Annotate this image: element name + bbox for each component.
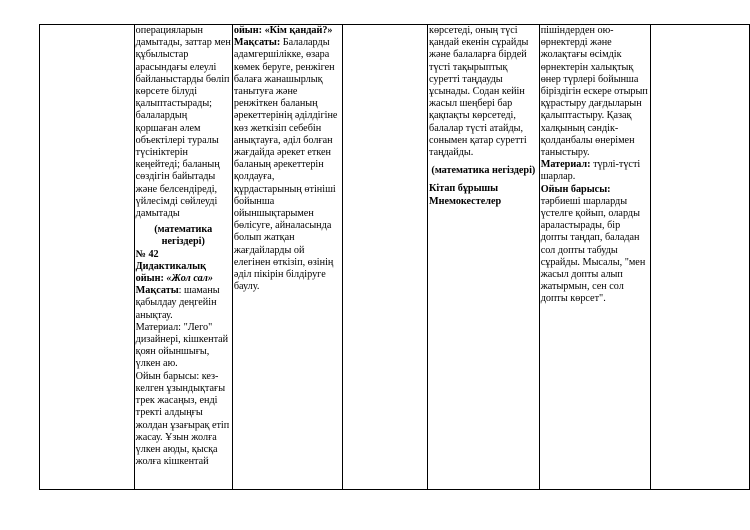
col1-game-heading — [136, 261, 231, 285]
col4-text: көрсетеді, оның түсі қандай екенін сұрайды және балаларға бірдей түсті тақырыптық суретті таңдауды ұсынады. Содан кейін жасыл шеңбері бар қақпақты көрсетеді, балалар түсті атайды, сонымен қатар суретті таңдайды. — [429, 25, 529, 159]
col5-procedure-label: Ойын барысы: — [540, 183, 611, 195]
col1-goal-text: : шаманы қабылдау деңгейін анықтау. — [135, 285, 220, 321]
col4-section: (математика негіздері) — [431, 165, 536, 177]
col4-book-corner: Кітап бұрышы — [429, 183, 499, 195]
col1-number: № 42 — [135, 248, 159, 260]
col5-procedure-text: тәрбиеші шарларды үстелге қойып, оларды араластырады, бір допты таңдап, баладан сол допты табуды сұрайды. Мысалы, "мен жасыл допты алып жатырмын, сен сол допты көрсет". — [540, 195, 646, 305]
table-row — [40, 25, 750, 490]
col5-text: пішіндерден ою-өрнектерді және жолақтағы өсімдік өрнектерін халықтық өнер түрлері бойынша біріздігін ескере отырып құрастыру дағдыларын қалыптастыру. Қазақ халқының сәндік-қолданбалы өнерімен таныстыру. — [540, 25, 648, 159]
table-cell-empty-3 — [342, 25, 427, 490]
col5-procedure — [541, 184, 649, 306]
table-cell-col4 — [428, 25, 540, 490]
table-cell-col5 — [539, 25, 650, 490]
col2-game-prefix: ойын: — [233, 25, 265, 36]
col1-procedure: Ойын барысы: кез-келген ұзындықтағы трек жасаңыз, енді тректі алдыңғы жолдан ұзағырақ етіп жасау. Ұзын жолға үлкен аюды, қысқа жолға кішкентай — [135, 370, 230, 468]
col2-game-title: «Кім қандай?» — [264, 25, 333, 36]
table-cell-col1 — [134, 25, 232, 490]
col1-goal — [136, 285, 231, 322]
col5-material — [541, 159, 649, 183]
table-cell-empty-1 — [40, 25, 135, 490]
col1-intro: операцияларын дамытады, заттар мен құбылыстар арасындағы елеулі байланыстарды бөліп көрсете білуді қалыптастырады; балалардың қоршаған әлем объектілері туралы түсініктерін кеңейтеді; баланың сөздігін байытады және белсендіреді, үйлесімді сөйлеуді дамытады — [135, 25, 231, 220]
col1-game-title: «Жол сал» — [166, 273, 213, 285]
col2-goal-text: Балаларды адамгершілікке, өзара көмек беруге, ренжіген балаға жанашырлық танытуға және ренжіткен баланың әрекеттерінің әділдігіне көз жеткізіп себебін анықтауға, әділ болған жағдайда әрекет еткен баланың әрекеттерін қолдауға, құрдастарының өтініші бойынша ойыншықтарымен бөлісуге, айналасында болып жатқан жағдайларды ой елегінен өткізіп, өзінің әділ пікірін білдіруге баулу. — [233, 37, 338, 293]
schedule-table — [39, 24, 750, 490]
col5-material-label: Материал: — [540, 159, 591, 171]
col1-goal-label: Мақсаты — [135, 285, 179, 297]
col2-goal — [234, 37, 341, 293]
col2-game-heading — [234, 25, 341, 37]
col1-section: (математика негіздері) — [154, 224, 213, 248]
col4-mnemo: Мнемокестелер — [429, 195, 502, 207]
table-cell-col2 — [232, 25, 342, 490]
table-cell-empty-6 — [650, 25, 750, 490]
col1-material: Материал: "Лего" дизайнері, кішкентай қоян ойыншығы, үлкен аю. — [135, 321, 229, 370]
col1-game-prefix: Дидактикалық ойын: — [135, 260, 206, 285]
col2-goal-label: Мақсаты: — [233, 37, 281, 49]
col5-material-text: түрлі-түсті шарлар. — [540, 159, 641, 183]
